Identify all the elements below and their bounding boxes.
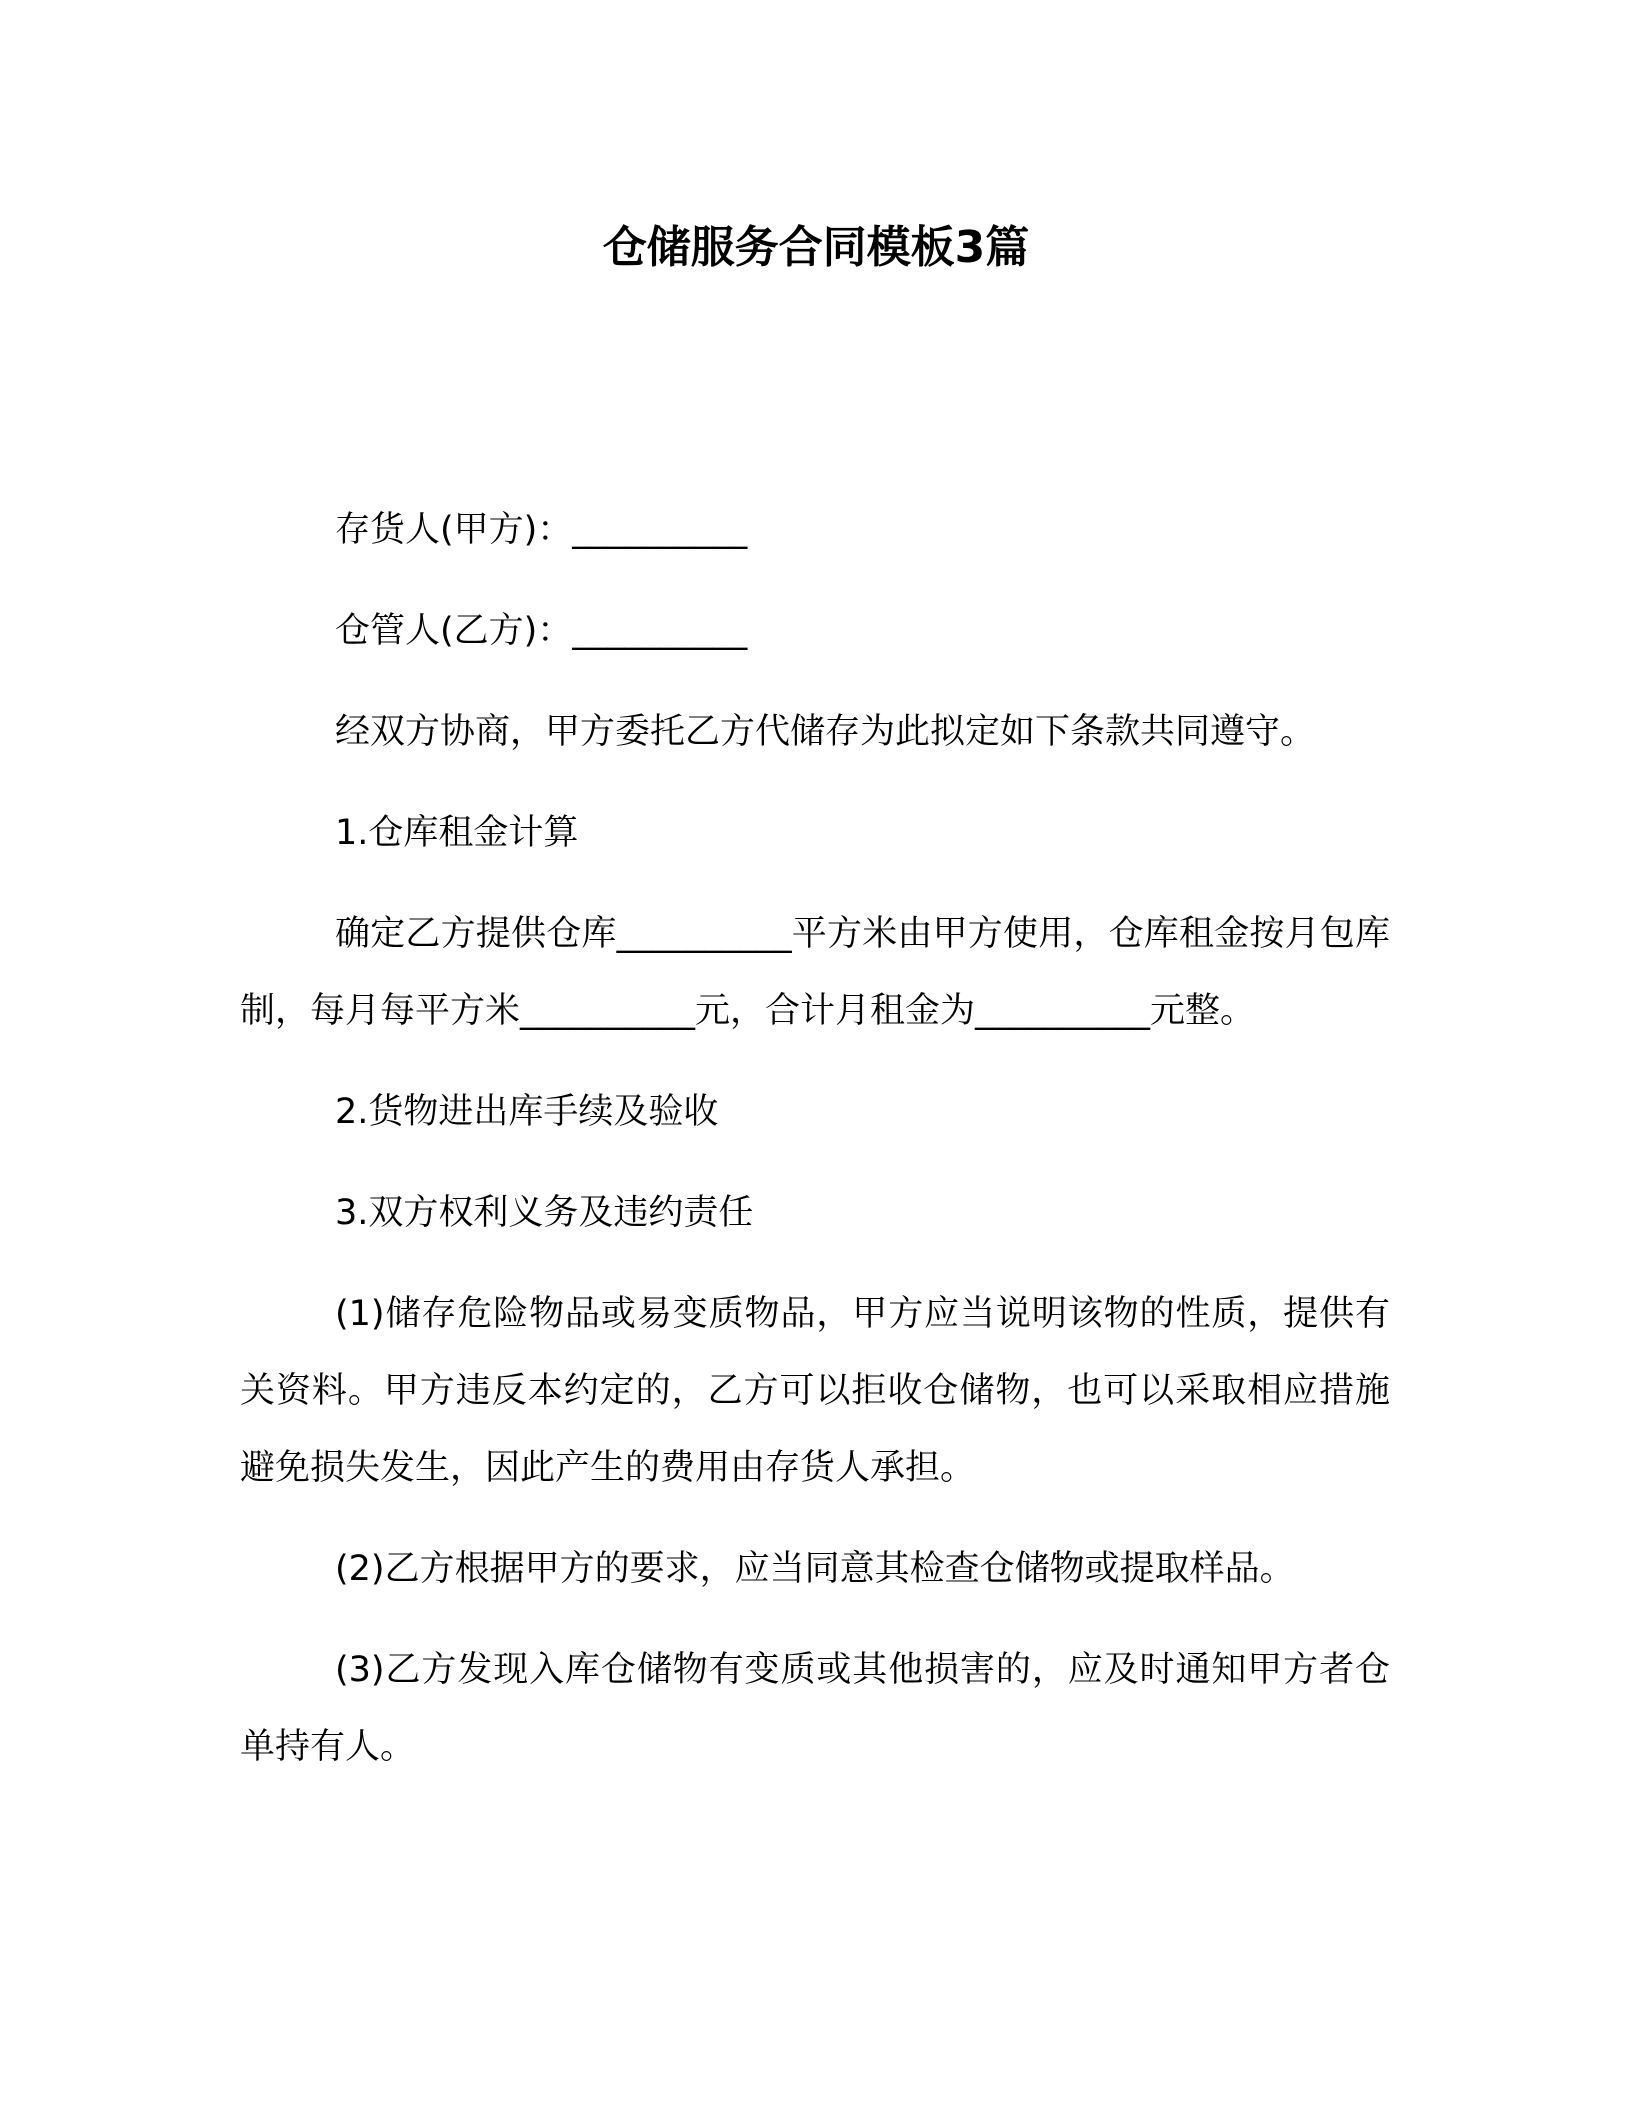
party-b-field: 仓管人(乙方)：__________ [335,611,748,651]
party-a-field: 存货人(甲方)：__________ [335,510,748,550]
section-heading-rent: 1.仓库租金计算 [335,813,579,853]
rent-paragraph: 确定乙方提供仓库__________平方米由甲方使用，仓库租金按月包库制，每月每平方米__________元，合计月租金为__________元整。 [240,914,1390,1031]
section-heading-inbound-outbound: 2.货物进出库手续及验收 [335,1092,719,1132]
clause-2-paragraph: (2)乙方根据甲方的要求，应当同意其检查仓储物或提取样品。 [335,1549,1295,1589]
document-title: 仓储服务合同模板3篇 [602,222,1030,273]
intro-paragraph: 经双方协商，甲方委托乙方代储存为此拟定如下条款共同遵守。 [335,712,1316,752]
clause-1-paragraph: (1)储存危险物品或易变质物品，甲方应当说明该物的性质，提供有关资料。甲方违反本约定的，乙方可以拒收仓储物，也可以采取相应措施避免损失发生，因此产生的费用由存货人承担。 [240,1294,1390,1488]
clause-3-paragraph: (3)乙方发现入库仓储物有变质或其他损害的，应及时通知甲方者仓单持有人。 [240,1650,1390,1767]
document-body [240,492,1390,1810]
section-heading-rights-obligations: 3.双方权利义务及违约责任 [335,1193,754,1233]
